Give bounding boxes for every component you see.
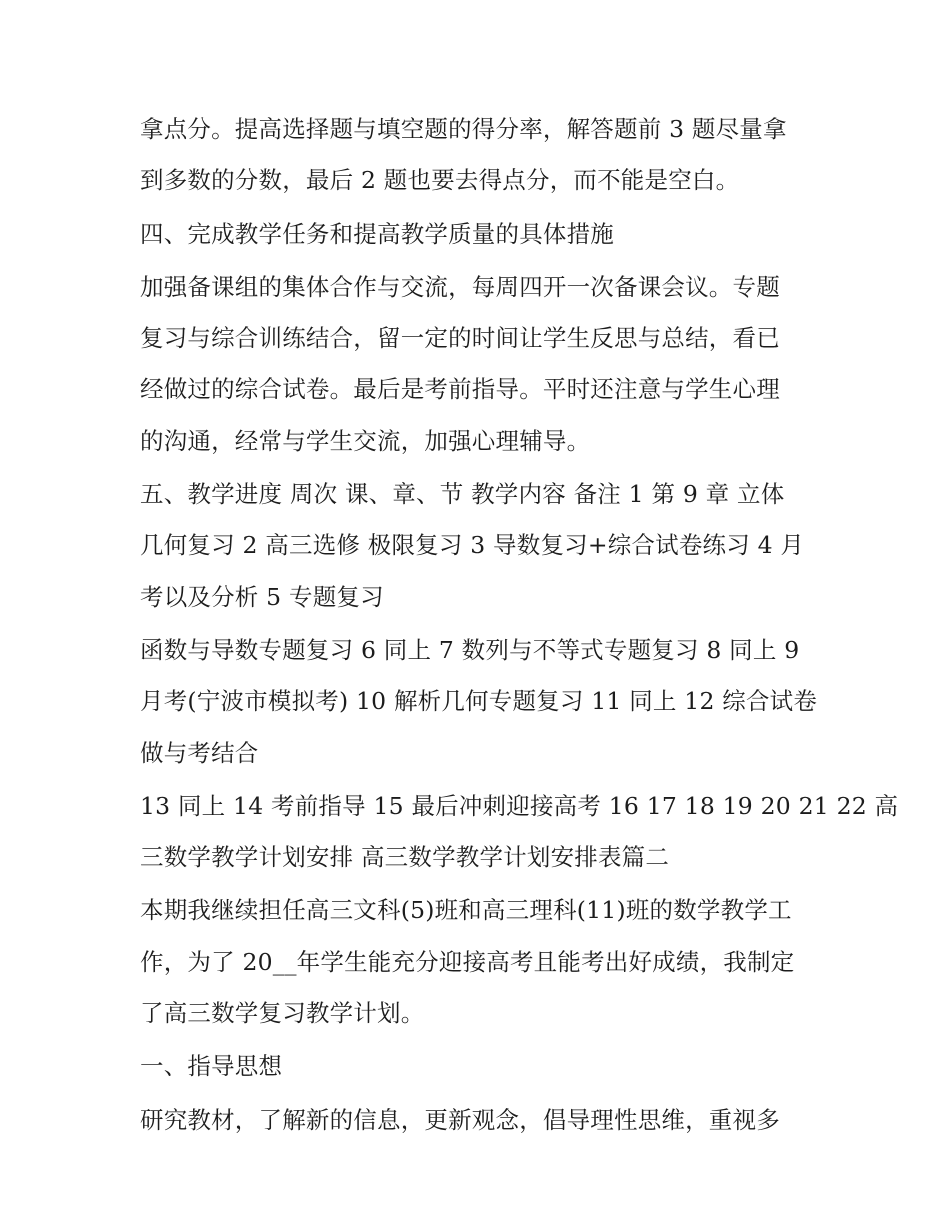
text-line: 函数与导数专题复习 6 同上 7 数列与不等式专题复习 8 同上 9 <box>140 635 800 664</box>
text-line: 五、教学进度 周次 课、章、节 教学内容 备注 1 第 9 章 立体 <box>140 480 785 509</box>
document-body <box>140 104 899 1148</box>
text-line: 复习与综合训练结合，留一定的时间让学生反思与总结，看已 <box>140 324 780 353</box>
text-line: 到多数的分数，最后 2 题也要去得点分，而不能是空白。 <box>140 166 740 195</box>
paragraph-schedule-part3 <box>140 781 899 884</box>
paragraph-measures <box>140 262 812 467</box>
text-line: 经做过的综合试卷。最后是考前指导。平时还注意与学生心理 <box>140 375 780 404</box>
paragraph-schedule-part2 <box>140 625 818 779</box>
text-line: 考以及分析 5 专题复习 <box>140 582 384 611</box>
text-line: 几何复习 2 高三选修 极限复习 3 导数复习+综合试卷练习 4 月 <box>140 531 805 560</box>
text-line: 拿点分。提高选择题与填空题的得分率，解答题前 3 题尽量拿 <box>140 115 787 143</box>
section-heading-guiding-idea <box>140 1041 812 1092</box>
paragraph-intro-plan <box>140 885 812 1039</box>
text-line: 加强备课组的集体合作与交流，每周四开一次备课会议。专题 <box>140 272 780 301</box>
paragraph-scoring-goals <box>140 104 812 207</box>
text-line: 一、指导思想 <box>140 1052 283 1081</box>
text-line: 月考(宁波市模拟考) 10 解析几何专题复习 11 同上 12 综合试卷 <box>140 687 818 716</box>
text-line: 三数学教学计划安排 高三数学教学计划安排表篇二 <box>140 843 670 872</box>
text-line: 的沟通，经常与学生交流，加强心理辅导。 <box>140 426 591 455</box>
text-line: 了高三数学复习教学计划。 <box>140 999 425 1028</box>
text-line: 研究教材，了解新的信息，更新观念，倡导理性思维，重视多 <box>140 1105 780 1134</box>
paragraph-schedule-part1 <box>140 469 812 623</box>
section-heading-measures <box>140 209 812 260</box>
text-line: 四、完成教学任务和提高教学质量的具体措施 <box>140 219 614 248</box>
text-line: 作，为了 20__年学生能充分迎接高考且能考出好成绩，我制定 <box>140 947 795 976</box>
text-line: 做与考结合 <box>140 738 259 767</box>
text-line: 本期我继续担任高三文科(5)班和高三理科(11)班的数学教学工 <box>140 896 792 925</box>
text-line: 13 同上 14 考前指导 15 最后冲刺迎接高考 16 17 18 19 20 21 22 高 <box>140 791 899 820</box>
paragraph-guiding-idea <box>140 1095 812 1146</box>
